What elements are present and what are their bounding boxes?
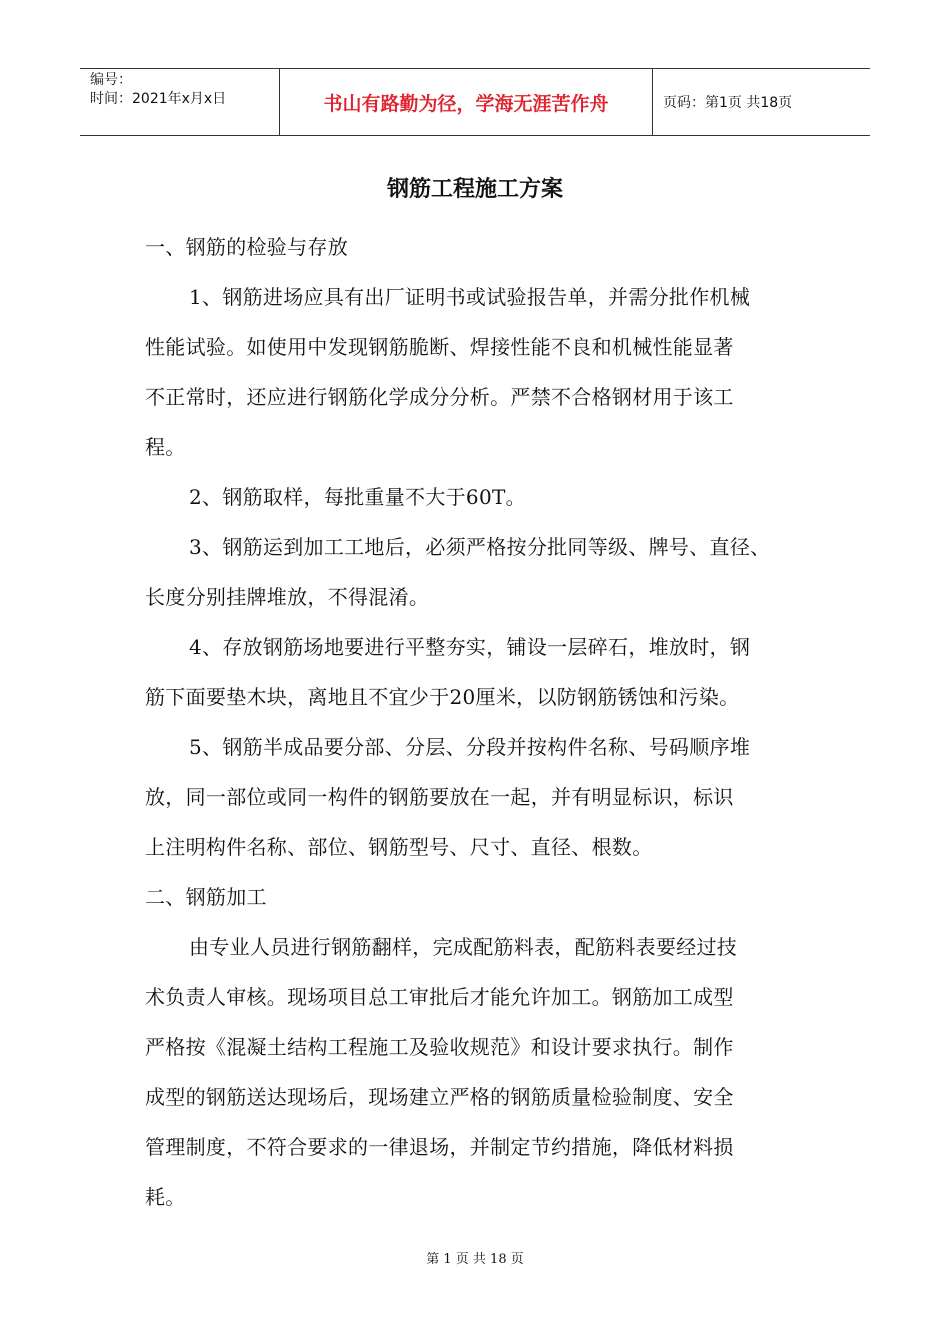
paragraph-line: 成型的钢筋送达现场后，现场建立严格的钢筋质量检验制度、安全 xyxy=(145,1085,734,1109)
header-page-info: 页码：第1页 共18页 xyxy=(663,95,793,111)
header-meta xyxy=(80,69,280,135)
paragraph-line: 5、钢筋半成品要分部、分层、分段并按构件名称、号码顺序堆 xyxy=(189,735,751,759)
paragraph-line: 性能试验。如使用中发现钢筋脆断、焊接性能不良和机械性能显著 xyxy=(145,335,734,359)
paragraph-line: 长度分别挂牌堆放，不得混淆。 xyxy=(145,585,430,609)
document-number-label: 编号： xyxy=(90,72,132,88)
paragraph-line: 3、钢筋运到加工工地后，必须严格按分批同等级、牌号、直径、 xyxy=(189,535,771,559)
paragraph-line: 1、钢筋进场应具有出厂证明书或试验报告单，并需分批作机械 xyxy=(189,285,751,309)
paragraph-line: 术负责人审核。现场项目总工审批后才能允许加工。钢筋加工成型 xyxy=(145,985,734,1009)
document-date: 时间：2021年x月x日 xyxy=(90,91,227,107)
paragraph-line: 放，同一部位或同一构件的钢筋要放在一起，并有明显标识，标识 xyxy=(145,785,734,809)
page-header xyxy=(80,68,870,136)
paragraph-line: 上注明构件名称、部位、钢筋型号、尺寸、直径、根数。 xyxy=(145,835,653,859)
paragraph-line: 管理制度，不符合要求的一律退场，并制定节约措施，降低材料损 xyxy=(145,1135,734,1159)
paragraph-line: 耗。 xyxy=(145,1185,186,1209)
paragraph-line: 不正常时，还应进行钢筋化学成分分析。严禁不合格钢材用于该工 xyxy=(145,385,734,409)
paragraph-line: 由专业人员进行钢筋翻样，完成配筋料表，配筋料表要经过技 xyxy=(189,935,738,959)
paragraph-line: 筋下面要垫木块，离地且不宜少于20厘米，以防钢筋锈蚀和污染。 xyxy=(145,685,740,709)
section-heading-1: 一、钢筋的检验与存放 xyxy=(145,235,348,259)
paragraph-line: 4、存放钢筋场地要进行平整夯实，铺设一层碎石，堆放时，钢 xyxy=(189,635,751,659)
document-body xyxy=(145,222,835,1222)
paragraph-line: 2、钢筋取样，每批重量不大于60T。 xyxy=(189,485,526,509)
section-heading-2: 二、钢筋加工 xyxy=(145,885,267,909)
document-title: 钢筋工程施工方案 xyxy=(386,176,563,202)
page-footer: 第 1 页 共 18 页 xyxy=(426,1252,524,1267)
header-motto: 书山有路勤为径，学海无涯苦作舟 xyxy=(280,69,653,135)
paragraph-line: 程。 xyxy=(145,435,186,459)
paragraph-line: 严格按《混凝土结构工程施工及验收规范》和设计要求执行。制作 xyxy=(145,1035,734,1059)
